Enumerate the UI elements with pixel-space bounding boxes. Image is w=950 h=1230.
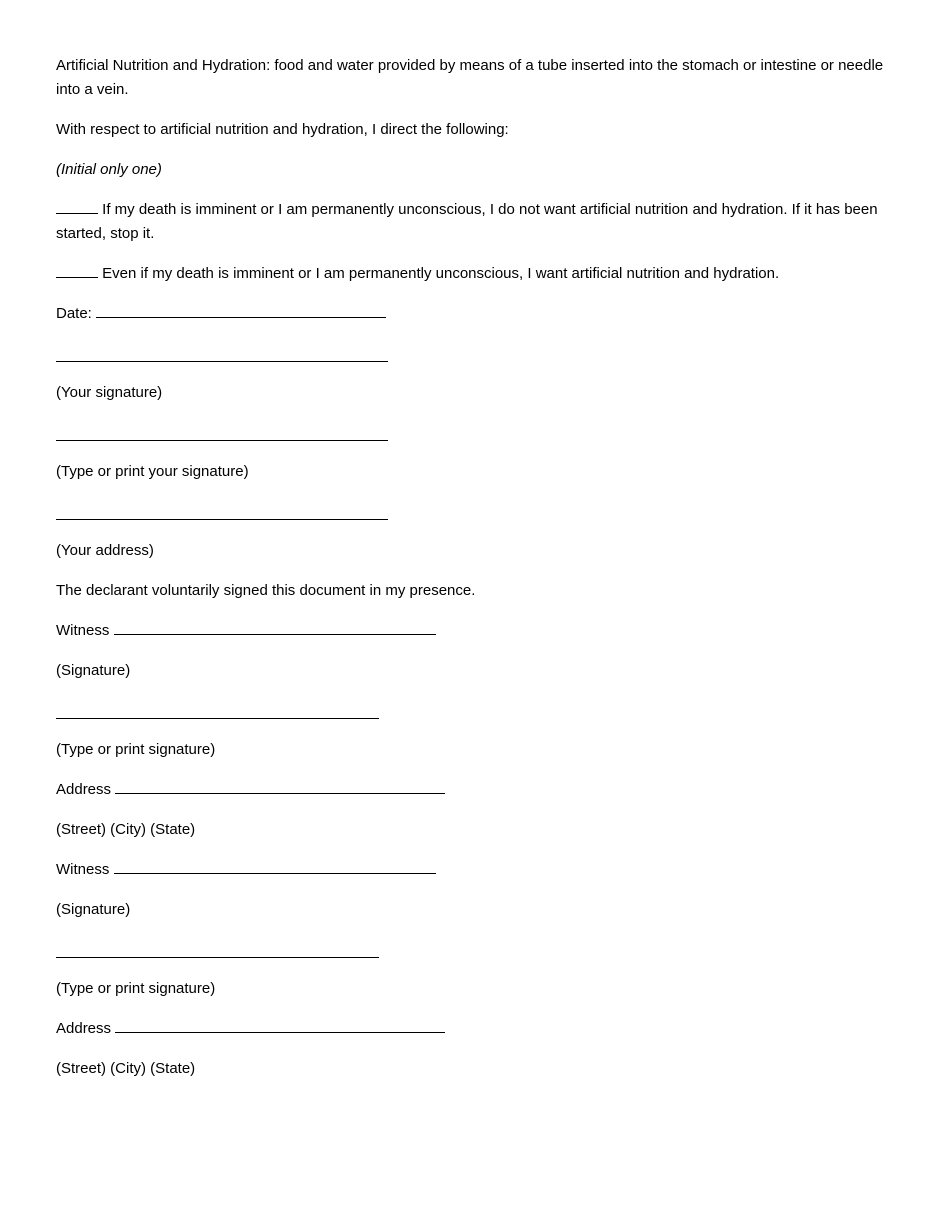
witness-2-printed-field[interactable] (56, 942, 379, 958)
witness-1-signature-field[interactable] (114, 619, 436, 635)
witness-2-signature-field[interactable] (114, 858, 436, 874)
document-body (56, 54, 896, 1081)
date-line (56, 302, 896, 326)
initial-note: (Initial only one) (56, 161, 162, 178)
option-no-nutrition (56, 198, 896, 246)
your-signature-field[interactable] (56, 346, 388, 362)
witness-1-printed-line-row (56, 703, 896, 727)
witness-1-address-caption: (Street) (City) (State) (56, 821, 196, 838)
witness-1-address-label: Address (56, 781, 112, 798)
direction-text: With respect to artificial nutrition and hydration, I direct the following: (56, 121, 509, 138)
witness-1-address-line (56, 778, 896, 802)
witness-1-address-field[interactable] (115, 778, 445, 794)
definition-text: Artificial Nutrition and Hydration: food and water provided by means of a tube inserted into the stomach or intestine or needle into a vein. (56, 57, 884, 98)
printed-signature-caption: (Type or print your signature) (56, 463, 249, 480)
witness-1-label: Witness (56, 622, 110, 639)
declarant-statement: The declarant voluntarily signed this document in my presence. (56, 582, 476, 599)
initial-blank-2[interactable] (56, 262, 98, 278)
witness-2-address-label: Address (56, 1020, 112, 1037)
date-label: Date: (56, 305, 92, 322)
option-want-nutrition-text: Even if my death is imminent or I am permanently unconscious, I want artificial nutrition and hydration. (102, 265, 780, 282)
printed-signature-line-row (56, 425, 896, 449)
your-signature-line-row (56, 346, 896, 370)
witness-2-address-field[interactable] (115, 1017, 445, 1033)
witness-2-printed-line-row (56, 942, 896, 966)
witness-2-address-caption: (Street) (City) (State) (56, 1060, 196, 1077)
your-address-caption: (Your address) (56, 542, 154, 559)
date-field[interactable] (96, 302, 386, 318)
witness-2-signature-caption: (Signature) (56, 901, 131, 918)
initial-blank-1[interactable] (56, 198, 98, 214)
witness-1-line (56, 619, 896, 643)
witness-1-signature-caption: (Signature) (56, 662, 131, 679)
witness-2-address-line (56, 1017, 896, 1041)
witness-1-printed-field[interactable] (56, 703, 379, 719)
printed-signature-field[interactable] (56, 425, 388, 441)
witness-2-label: Witness (56, 861, 110, 878)
your-address-line-row (56, 504, 896, 528)
witness-2-printed-caption: (Type or print signature) (56, 980, 216, 997)
witness-1-printed-caption: (Type or print signature) (56, 741, 216, 758)
option-want-nutrition (56, 262, 896, 286)
your-address-field[interactable] (56, 504, 388, 520)
option-no-nutrition-text: If my death is imminent or I am permanently unconscious, I do not want artificial nutrition and hydration. If it has been started, stop it. (56, 201, 878, 242)
your-signature-caption: (Your signature) (56, 384, 163, 401)
witness-2-line (56, 858, 896, 882)
